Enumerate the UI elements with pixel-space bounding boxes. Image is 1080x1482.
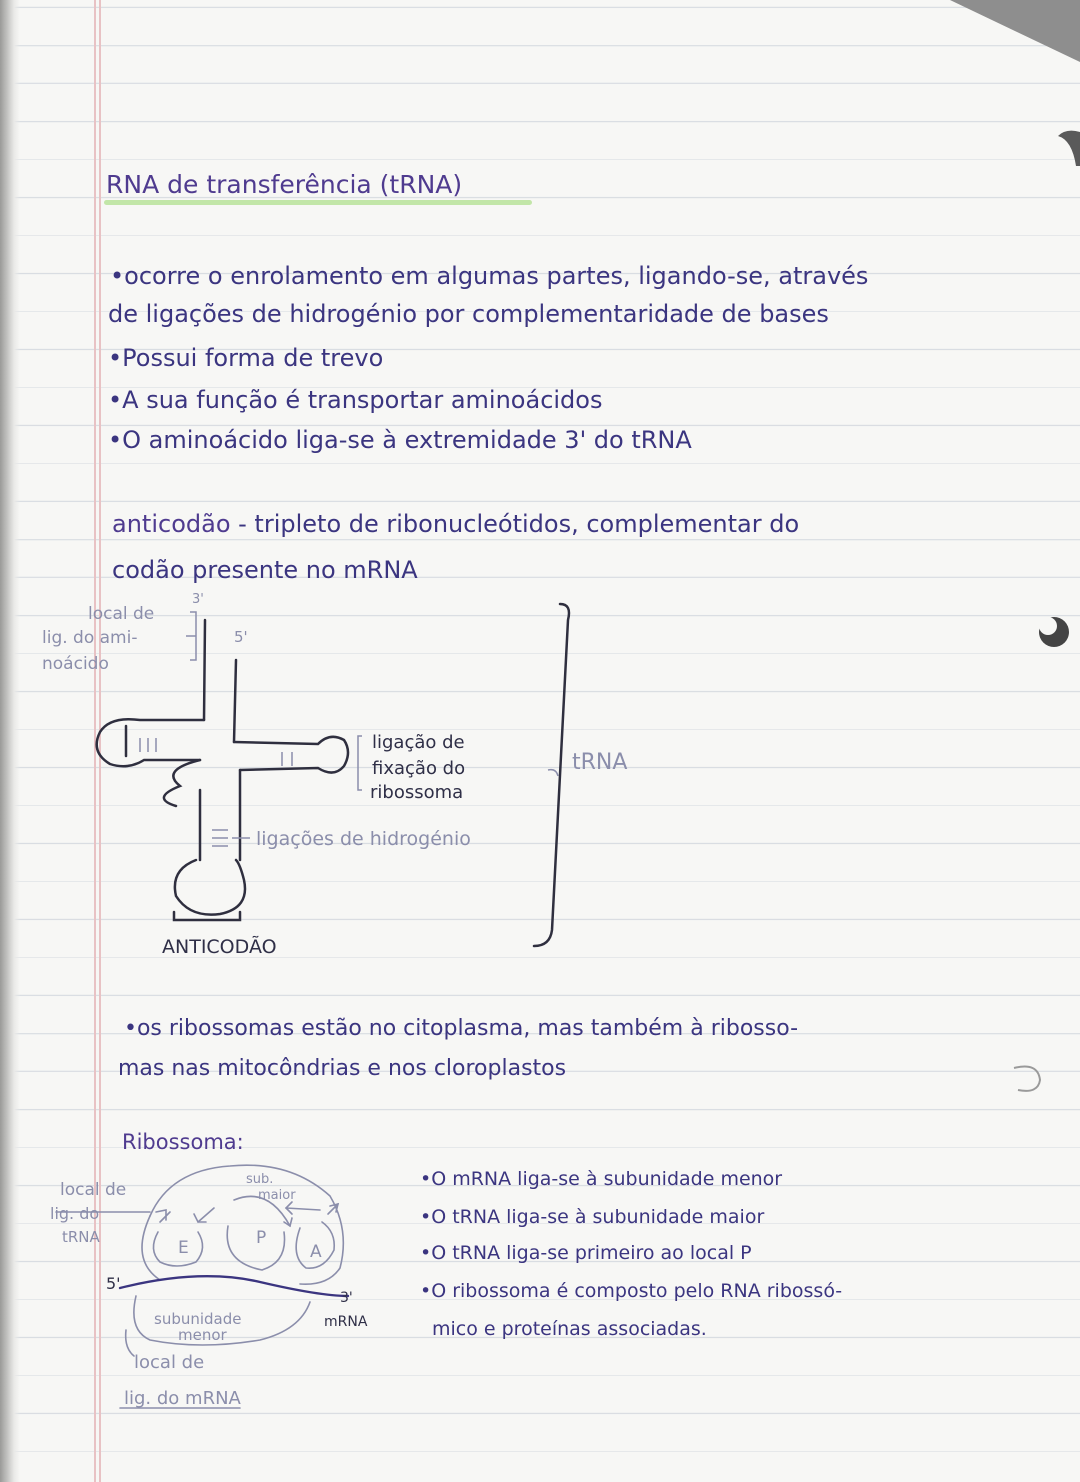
- anticodon-definition-text: - tripleto de ribonucleótidos, complementar do: [230, 510, 800, 538]
- ribosome-binding-label-1: ligação de: [372, 732, 465, 753]
- binder-hole-3: [1000, 1060, 1050, 1100]
- amino-site-label-3: noácido: [42, 654, 109, 674]
- ribosome-heading: Ribossoma:: [122, 1130, 244, 1154]
- large-subunit-label-2: maior: [258, 1188, 296, 1203]
- ribosome-note-line-1: •os ribossomas estão no citoplasma, mas também à ribosso-: [124, 1016, 799, 1041]
- site-e-label: E: [178, 1238, 189, 1258]
- bullet-line-5: •O aminoácido liga-se à extremidade 3' do tRNA: [108, 426, 692, 454]
- hydrogen-bonds-label: ligações de hidrogénio: [256, 828, 471, 850]
- folded-corner: [940, 0, 1080, 70]
- small-subunit-label-2: menor: [178, 1326, 227, 1344]
- small-subunit-label-1: subunidade: [154, 1310, 242, 1328]
- ribosome-3-prime-label: 3': [340, 1290, 353, 1306]
- site-a-label: A: [310, 1242, 322, 1262]
- binder-hole-1: [1036, 126, 1080, 170]
- binder-hole-2: [1030, 612, 1074, 656]
- anticodon-definition: [112, 510, 799, 538]
- ribosome-binding-label-2: fixação do: [372, 758, 466, 779]
- anticodon-definition-line-2: codão presente no mRNA: [112, 556, 418, 584]
- ribosome-bullet-4: •O ribossoma é composto pelo RNA ribossó-: [420, 1280, 843, 1302]
- trna-site-label-2: lig. do: [50, 1204, 100, 1223]
- title-highlight: [104, 200, 532, 205]
- mrna-site-label-2: lig. do mRNA: [124, 1388, 241, 1409]
- ribosome-binding-label-3: ribossoma: [370, 782, 464, 803]
- ribosome-note-line-2: mas nas mitocôndrias e nos cloroplastos: [118, 1056, 567, 1081]
- large-subunit-label-1: sub.: [246, 1172, 274, 1187]
- page-title: RNA de transferência (tRNA): [106, 170, 463, 199]
- trna-5-prime-label: 5': [234, 628, 248, 646]
- ribosome-bullet-1: •O mRNA liga-se à subunidade menor: [420, 1168, 783, 1190]
- page-edge-shadow: [0, 0, 20, 1482]
- trna-brace-label: tRNA: [572, 750, 628, 775]
- margin-line-inner: [99, 0, 101, 1482]
- site-p-label: P: [256, 1228, 267, 1248]
- margin-line: [94, 0, 96, 1482]
- ribosome-5-prime-label: 5': [106, 1274, 121, 1293]
- mrna-site-label-1: local de: [134, 1352, 205, 1373]
- trna-site-label-1: local de: [60, 1180, 127, 1200]
- ribosome-bullet-2: •O tRNA liga-se à subunidade maior: [420, 1206, 765, 1228]
- ribosome-bullet-5: mico e proteínas associadas.: [432, 1318, 707, 1340]
- trna-3-prime-label: 3': [192, 592, 204, 607]
- bullet-line-1: •ocorre o enrolamento em algumas partes, ligando-se, através: [110, 262, 869, 290]
- bullet-line-3: •Possui forma de trevo: [108, 344, 384, 372]
- anticodon-term: anticodão: [112, 510, 231, 538]
- anticodon-label: ANTICODÃO: [162, 936, 277, 958]
- amino-site-label-1: local de: [88, 604, 155, 624]
- bullet-line-2: de ligações de hidrogénio por complementaridade de bases: [108, 300, 829, 328]
- amino-site-label-2: lig. do ami-: [42, 628, 138, 648]
- trna-site-label-3: tRNA: [62, 1228, 100, 1246]
- ribosome-bullet-3: •O tRNA liga-se primeiro ao local P: [420, 1242, 752, 1264]
- bullet-line-4: •A sua função é transportar aminoácidos: [108, 386, 603, 414]
- mrna-strand-label: mRNA: [324, 1314, 368, 1330]
